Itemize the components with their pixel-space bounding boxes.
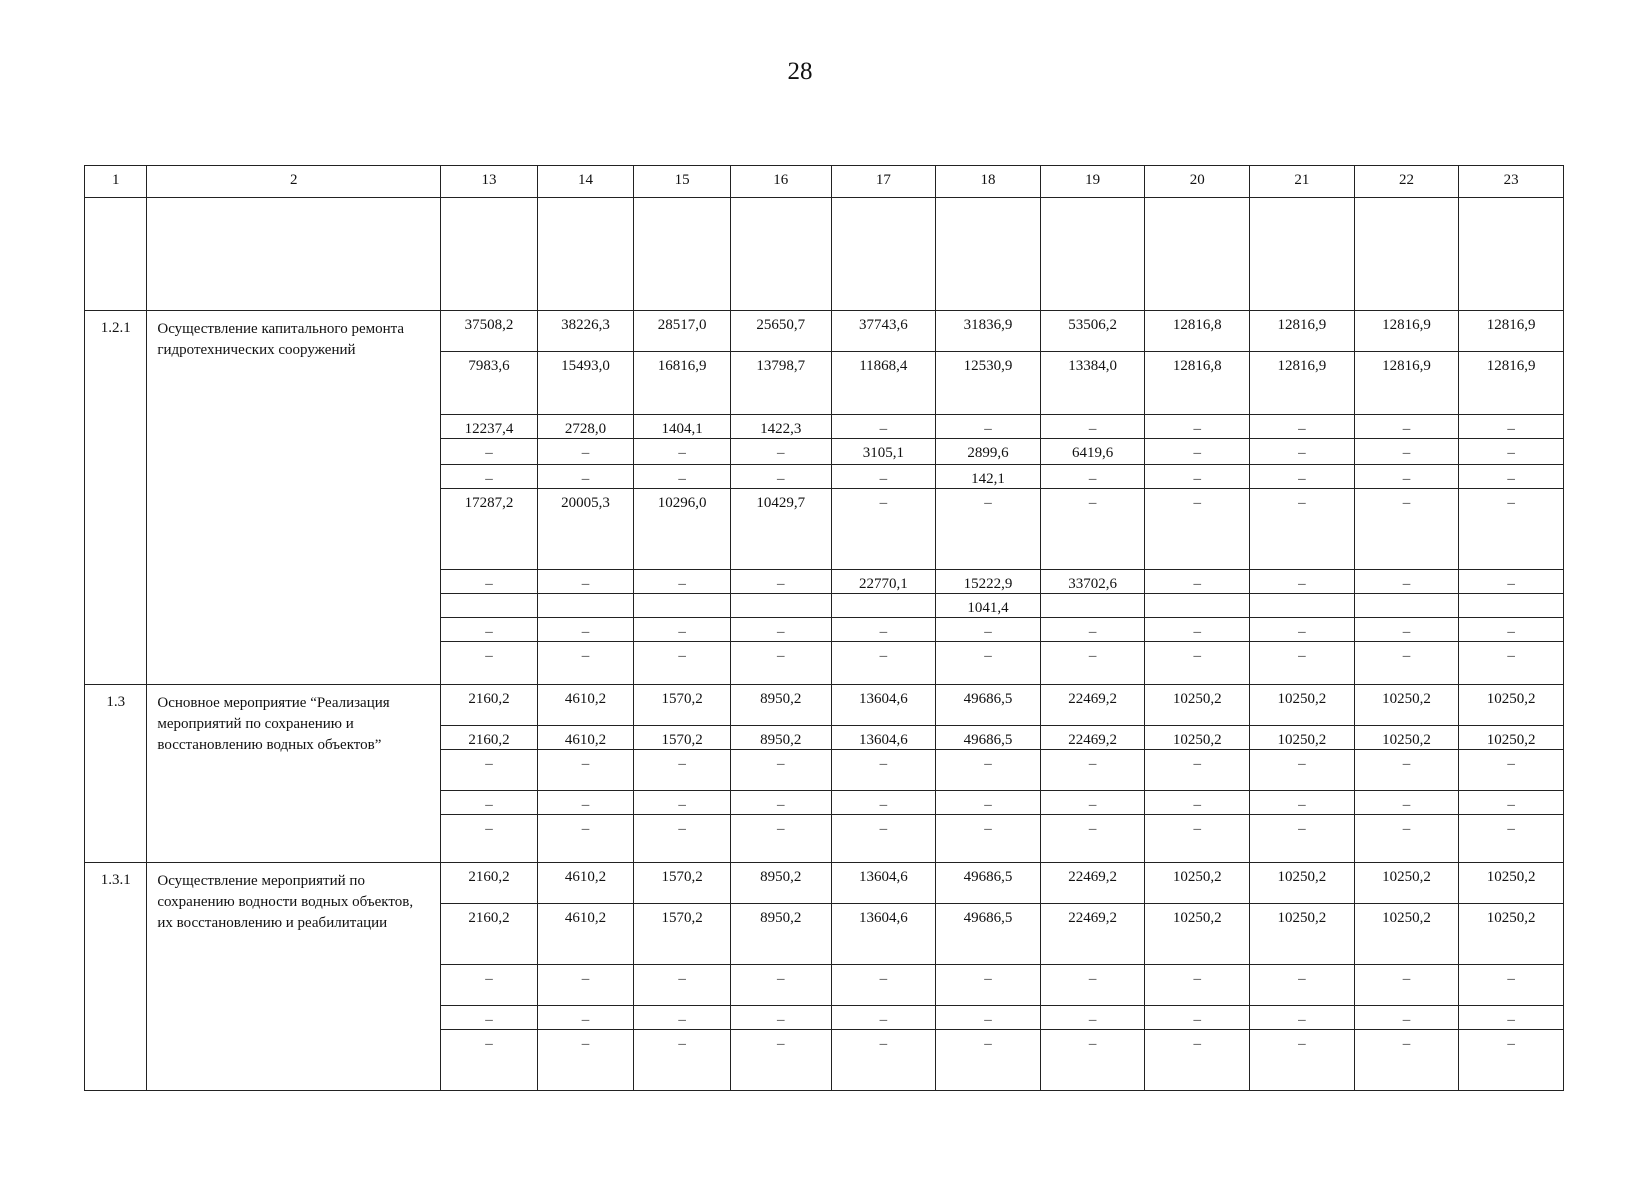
value-cell: – <box>1250 1030 1355 1091</box>
column-number-22: 22 <box>1354 166 1459 198</box>
value-cell: 2160,2 <box>441 685 538 726</box>
value-cell: – <box>537 815 634 863</box>
value-cell: – <box>634 1030 731 1091</box>
value-cell: 13798,7 <box>730 352 831 415</box>
value-cell: – <box>441 815 538 863</box>
value-cell: 12237,4 <box>441 415 538 439</box>
value-cell: 13384,0 <box>1040 352 1145 415</box>
value-cell: 10250,2 <box>1354 863 1459 904</box>
value-cell: – <box>1354 965 1459 1006</box>
blank-cell <box>537 198 634 311</box>
value-cell: 20005,3 <box>537 489 634 570</box>
value-cell: 49686,5 <box>936 685 1041 726</box>
value-cell: 16816,9 <box>634 352 731 415</box>
blank-cell <box>1354 198 1459 311</box>
row-title: Осуществление капитального ремонта гидротехнических сооружений <box>147 311 441 685</box>
value-cell: 12816,9 <box>1459 352 1564 415</box>
value-cell: – <box>1459 791 1564 815</box>
value-cell: – <box>1040 465 1145 489</box>
value-cell: 15493,0 <box>537 352 634 415</box>
value-cell: 10250,2 <box>1250 863 1355 904</box>
value-cell: – <box>1040 1030 1145 1091</box>
value-cell: 10250,2 <box>1145 685 1250 726</box>
value-cell: 3105,1 <box>831 439 936 465</box>
value-cell: 10250,2 <box>1250 726 1355 750</box>
value-cell: – <box>634 465 731 489</box>
value-cell: – <box>1459 570 1564 594</box>
value-cell: – <box>936 815 1041 863</box>
value-cell: 2160,2 <box>441 904 538 965</box>
value-cell: 12530,9 <box>936 352 1041 415</box>
value-cell: 13604,6 <box>831 904 936 965</box>
column-number-18: 18 <box>936 166 1041 198</box>
value-cell: 37508,2 <box>441 311 538 352</box>
value-cell: – <box>730 1030 831 1091</box>
value-cell: – <box>441 965 538 1006</box>
value-cell: – <box>1145 1006 1250 1030</box>
value-cell: – <box>1354 815 1459 863</box>
value-cell: 53506,2 <box>1040 311 1145 352</box>
row-code: 1.3 <box>85 685 147 863</box>
value-cell <box>1250 594 1355 618</box>
value-cell: 4610,2 <box>537 904 634 965</box>
value-cell: 142,1 <box>936 465 1041 489</box>
value-cell: – <box>1354 791 1459 815</box>
value-cell: – <box>537 642 634 685</box>
value-cell: – <box>441 465 538 489</box>
value-cell: – <box>634 1006 731 1030</box>
column-number-23: 23 <box>1459 166 1564 198</box>
blank-cell <box>1459 198 1564 311</box>
value-cell: 6419,6 <box>1040 439 1145 465</box>
value-cell <box>1459 594 1564 618</box>
blank-cell <box>147 198 441 311</box>
value-cell: 10250,2 <box>1250 904 1355 965</box>
value-cell: – <box>1040 965 1145 1006</box>
value-cell: – <box>634 750 731 791</box>
value-cell: – <box>1250 965 1355 1006</box>
value-cell: 10429,7 <box>730 489 831 570</box>
table-row <box>85 863 1564 904</box>
value-cell: – <box>1145 439 1250 465</box>
blank-cell <box>85 198 147 311</box>
blank-cell <box>441 198 538 311</box>
value-cell: – <box>1354 465 1459 489</box>
value-cell: – <box>1459 1006 1564 1030</box>
value-cell: 22469,2 <box>1040 904 1145 965</box>
value-cell: 15222,9 <box>936 570 1041 594</box>
value-cell: 13604,6 <box>831 685 936 726</box>
value-cell: 12816,9 <box>1250 311 1355 352</box>
value-cell: – <box>936 618 1041 642</box>
value-cell: – <box>1040 489 1145 570</box>
value-cell: – <box>831 1006 936 1030</box>
value-cell: 2160,2 <box>441 726 538 750</box>
value-cell: – <box>1459 415 1564 439</box>
value-cell: – <box>1040 642 1145 685</box>
value-cell: 10250,2 <box>1145 904 1250 965</box>
value-cell: 10250,2 <box>1459 685 1564 726</box>
value-cell: 4610,2 <box>537 863 634 904</box>
value-cell: 12816,9 <box>1459 311 1564 352</box>
value-cell: – <box>441 618 538 642</box>
value-cell: – <box>1459 465 1564 489</box>
column-number-16: 16 <box>730 166 831 198</box>
value-cell: 10250,2 <box>1354 685 1459 726</box>
value-cell: 8950,2 <box>730 726 831 750</box>
value-cell: 1570,2 <box>634 685 731 726</box>
value-cell: 1404,1 <box>634 415 731 439</box>
value-cell: 38226,3 <box>537 311 634 352</box>
column-number-13: 13 <box>441 166 538 198</box>
value-cell: 31836,9 <box>936 311 1041 352</box>
value-cell: 11868,4 <box>831 352 936 415</box>
value-cell: – <box>1040 618 1145 642</box>
value-cell: – <box>1354 415 1459 439</box>
value-cell: 7983,6 <box>441 352 538 415</box>
value-cell: – <box>634 815 731 863</box>
value-cell: – <box>831 1030 936 1091</box>
value-cell <box>634 594 731 618</box>
value-cell: – <box>1354 1006 1459 1030</box>
value-cell <box>730 594 831 618</box>
value-cell: – <box>1040 415 1145 439</box>
value-cell: 10250,2 <box>1459 904 1564 965</box>
value-cell: – <box>1459 965 1564 1006</box>
value-cell: – <box>1250 750 1355 791</box>
value-cell: – <box>1354 750 1459 791</box>
value-cell: – <box>1250 642 1355 685</box>
value-cell: – <box>441 1030 538 1091</box>
value-cell: 22770,1 <box>831 570 936 594</box>
value-cell: 28517,0 <box>634 311 731 352</box>
value-cell: – <box>1250 570 1355 594</box>
value-cell: – <box>634 439 731 465</box>
value-cell: – <box>831 465 936 489</box>
value-cell: – <box>1250 815 1355 863</box>
value-cell: – <box>936 750 1041 791</box>
value-cell: – <box>441 750 538 791</box>
value-cell: 22469,2 <box>1040 863 1145 904</box>
value-cell: – <box>936 1030 1041 1091</box>
value-cell: – <box>831 815 936 863</box>
value-cell: – <box>537 965 634 1006</box>
value-cell: – <box>441 1006 538 1030</box>
value-cell: – <box>831 750 936 791</box>
column-number-19: 19 <box>1040 166 1145 198</box>
column-number-1: 1 <box>85 166 147 198</box>
value-cell: – <box>1459 489 1564 570</box>
value-cell: – <box>936 489 1041 570</box>
value-cell: 1570,2 <box>634 726 731 750</box>
value-cell: 10250,2 <box>1459 726 1564 750</box>
value-cell: – <box>1250 1006 1355 1030</box>
value-cell: 10250,2 <box>1354 726 1459 750</box>
value-cell: 17287,2 <box>441 489 538 570</box>
value-cell: – <box>441 791 538 815</box>
value-cell: – <box>537 1006 634 1030</box>
value-cell <box>831 594 936 618</box>
value-cell: – <box>537 1030 634 1091</box>
value-cell: – <box>1354 489 1459 570</box>
value-cell: – <box>441 439 538 465</box>
value-cell: – <box>831 791 936 815</box>
value-cell: – <box>1250 465 1355 489</box>
value-cell: 8950,2 <box>730 863 831 904</box>
value-cell: – <box>730 465 831 489</box>
value-cell: – <box>1040 815 1145 863</box>
value-cell: 33702,6 <box>1040 570 1145 594</box>
column-number-14: 14 <box>537 166 634 198</box>
value-cell <box>537 594 634 618</box>
value-cell: 1570,2 <box>634 863 731 904</box>
value-cell: 37743,6 <box>831 311 936 352</box>
blank-cell <box>634 198 731 311</box>
value-cell: 22469,2 <box>1040 685 1145 726</box>
value-cell: 10250,2 <box>1145 726 1250 750</box>
value-cell: – <box>1145 642 1250 685</box>
value-cell <box>1040 594 1145 618</box>
value-cell: – <box>1040 750 1145 791</box>
value-cell: – <box>1040 791 1145 815</box>
table-row <box>85 311 1564 352</box>
budget-table <box>84 165 1564 1091</box>
value-cell: 25650,7 <box>730 311 831 352</box>
column-number-21: 21 <box>1250 166 1355 198</box>
row-title: Основное мероприятие “Реализация мероприятий по сохранению и восстановлению водных объектов” <box>147 685 441 863</box>
column-number-17: 17 <box>831 166 936 198</box>
value-cell: – <box>1145 570 1250 594</box>
value-cell: – <box>634 642 731 685</box>
value-cell: 49686,5 <box>936 863 1041 904</box>
value-cell: – <box>1459 750 1564 791</box>
blank-cell <box>730 198 831 311</box>
value-cell: 12816,9 <box>1354 352 1459 415</box>
column-number-row <box>85 166 1564 198</box>
value-cell: – <box>1459 815 1564 863</box>
value-cell: 2728,0 <box>537 415 634 439</box>
value-cell: – <box>441 642 538 685</box>
value-cell: 2899,6 <box>936 439 1041 465</box>
value-cell: – <box>537 618 634 642</box>
value-cell: 12816,8 <box>1145 352 1250 415</box>
value-cell: – <box>1354 618 1459 642</box>
value-cell: – <box>831 489 936 570</box>
value-cell: 2160,2 <box>441 863 538 904</box>
value-cell: – <box>831 415 936 439</box>
value-cell: – <box>1145 750 1250 791</box>
blank-cell <box>1145 198 1250 311</box>
value-cell: – <box>1250 415 1355 439</box>
value-cell <box>441 594 538 618</box>
value-cell: – <box>730 439 831 465</box>
table-row <box>85 685 1564 726</box>
value-cell: 8950,2 <box>730 685 831 726</box>
value-cell: 4610,2 <box>537 685 634 726</box>
value-cell <box>1145 594 1250 618</box>
row-code: 1.2.1 <box>85 311 147 685</box>
value-cell: 10250,2 <box>1145 863 1250 904</box>
value-cell: – <box>1145 618 1250 642</box>
value-cell: 10250,2 <box>1459 863 1564 904</box>
value-cell: 1422,3 <box>730 415 831 439</box>
value-cell: – <box>936 965 1041 1006</box>
blank-cell <box>936 198 1041 311</box>
value-cell: 49686,5 <box>936 904 1041 965</box>
value-cell: – <box>1250 618 1355 642</box>
value-cell: 49686,5 <box>936 726 1041 750</box>
value-cell: – <box>936 1006 1041 1030</box>
value-cell: – <box>1354 1030 1459 1091</box>
value-cell: – <box>1145 415 1250 439</box>
value-cell: – <box>730 642 831 685</box>
value-cell: – <box>1145 489 1250 570</box>
value-cell: – <box>1354 642 1459 685</box>
value-cell: – <box>730 815 831 863</box>
value-cell: – <box>1459 439 1564 465</box>
value-cell: – <box>1145 791 1250 815</box>
value-cell: – <box>634 570 731 594</box>
value-cell: – <box>1459 1030 1564 1091</box>
value-cell: 4610,2 <box>537 726 634 750</box>
value-cell: 1570,2 <box>634 904 731 965</box>
blank-cell <box>831 198 936 311</box>
value-cell: – <box>1354 570 1459 594</box>
value-cell: 12816,9 <box>1354 311 1459 352</box>
value-cell: – <box>634 791 731 815</box>
value-cell: – <box>634 965 731 1006</box>
value-cell <box>1354 594 1459 618</box>
value-cell: 10296,0 <box>634 489 731 570</box>
value-cell: 12816,8 <box>1145 311 1250 352</box>
value-cell: – <box>936 791 1041 815</box>
row-title: Осуществление мероприятий по сохранению водности водных объектов, их восстановлению и реабилитации <box>147 863 441 1091</box>
value-cell: – <box>730 1006 831 1030</box>
column-number-20: 20 <box>1145 166 1250 198</box>
value-cell: – <box>634 618 731 642</box>
value-cell: – <box>1459 618 1564 642</box>
value-cell: – <box>537 465 634 489</box>
value-cell: – <box>441 570 538 594</box>
column-number-2: 2 <box>147 166 441 198</box>
value-cell: – <box>1250 489 1355 570</box>
value-cell: – <box>936 642 1041 685</box>
value-cell: 13604,6 <box>831 726 936 750</box>
value-cell: – <box>1250 791 1355 815</box>
value-cell: – <box>537 570 634 594</box>
value-cell: – <box>936 415 1041 439</box>
value-cell: – <box>1459 642 1564 685</box>
page-number: 28 <box>787 58 813 85</box>
value-cell: – <box>1145 815 1250 863</box>
value-cell: – <box>730 791 831 815</box>
value-cell: 8950,2 <box>730 904 831 965</box>
value-cell: – <box>1145 1030 1250 1091</box>
value-cell: – <box>730 618 831 642</box>
value-cell: – <box>831 965 936 1006</box>
value-cell: 1041,4 <box>936 594 1041 618</box>
value-cell: 13604,6 <box>831 863 936 904</box>
value-cell: – <box>1250 439 1355 465</box>
blank-cell <box>1250 198 1355 311</box>
value-cell: – <box>537 439 634 465</box>
value-cell: 22469,2 <box>1040 726 1145 750</box>
value-cell: – <box>1354 439 1459 465</box>
budget-table-sheet <box>84 165 1564 1091</box>
row-code: 1.3.1 <box>85 863 147 1091</box>
blank-header-row <box>85 198 1564 311</box>
value-cell: – <box>1040 1006 1145 1030</box>
value-cell: 10250,2 <box>1250 685 1355 726</box>
blank-cell <box>1040 198 1145 311</box>
value-cell: – <box>1145 465 1250 489</box>
value-cell: – <box>1145 965 1250 1006</box>
value-cell: 12816,9 <box>1250 352 1355 415</box>
value-cell: 10250,2 <box>1354 904 1459 965</box>
value-cell: – <box>730 750 831 791</box>
value-cell: – <box>831 618 936 642</box>
value-cell: – <box>730 965 831 1006</box>
value-cell: – <box>537 750 634 791</box>
value-cell: – <box>831 642 936 685</box>
value-cell: – <box>730 570 831 594</box>
value-cell: – <box>537 791 634 815</box>
column-number-15: 15 <box>634 166 731 198</box>
